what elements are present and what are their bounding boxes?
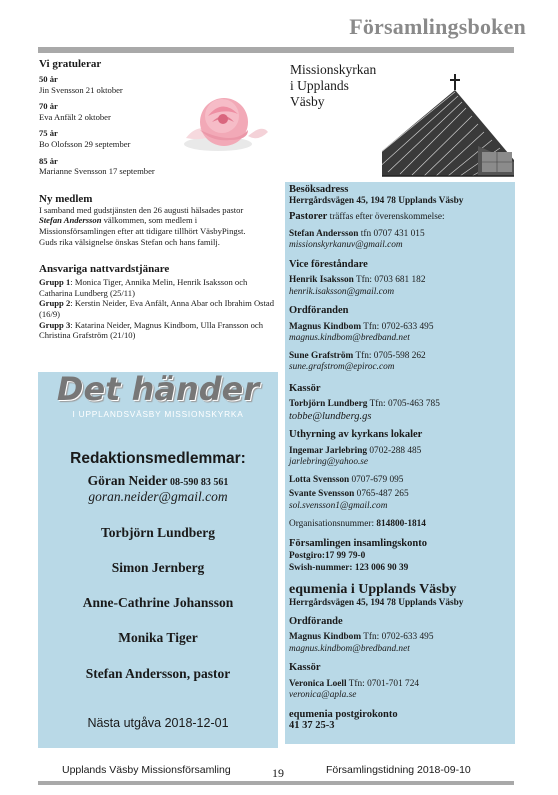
chair-email: sune.grafstrom@epiroc.com xyxy=(289,362,395,372)
church-name-line: Väsby xyxy=(290,94,325,109)
new-member-line: Missionsförsamlingen efter att tidigare tillhört VäsbyPingst. xyxy=(39,225,246,236)
church-name xyxy=(290,62,376,110)
visit-address: Herrgårdsvägen 45, 194 78 Upplands Väsby xyxy=(289,195,464,206)
chair-line xyxy=(289,319,514,334)
footer-right: Församlingstidning 2018-09-10 xyxy=(326,764,471,776)
orgnr-line xyxy=(289,516,514,531)
editor-lead-phone: 08-590 83 561 xyxy=(167,477,229,488)
eq-giro-heading: equmenia postgirokonto xyxy=(289,708,398,720)
page-number: 19 xyxy=(272,766,284,780)
contact-content xyxy=(289,184,514,732)
pastor-phone: tfn 0707 431 015 xyxy=(358,228,425,239)
new-member-line: välkommen, som medlem i xyxy=(101,215,198,226)
editor-member: Anne-Cathrine Johansson xyxy=(82,595,234,610)
vice-heading: Vice föreståndare xyxy=(289,258,368,270)
congrats-age: 85 år xyxy=(39,155,58,166)
new-member-heading: Ny medlem xyxy=(39,192,93,205)
church-illustration xyxy=(382,72,514,182)
treasurer-name: Torbjörn Lundberg xyxy=(289,399,368,409)
logo-subtitle: I UPPLANDSVÄSBY MISSIONSKYRKA xyxy=(72,409,244,419)
congrats-heading: Vi gratulerar xyxy=(39,58,102,70)
eq-treasurer-email: veronica@apla.se xyxy=(289,690,357,700)
orgnr-value: 814800-1814 xyxy=(376,519,426,529)
editor-member: Stefan Andersson, pastor xyxy=(85,666,231,681)
chair-email: magnus.kindbom@bredband.net xyxy=(289,333,410,343)
congrats-age: 75 år xyxy=(39,128,58,139)
rental-email: jarlebring@yahoo.se xyxy=(289,457,369,467)
rental-name: Svante Svensson xyxy=(289,489,355,499)
eq-treasurer-phone: Tfn: 0701-701 724 xyxy=(346,678,419,689)
chair-heading: Ordföranden xyxy=(289,305,349,316)
editor-lead-line xyxy=(38,472,278,490)
eq-chair-heading: Ordförande xyxy=(289,615,343,627)
vice-phone: Tfn: 0703 681 182 xyxy=(353,275,426,285)
congrats-age: 50 år xyxy=(39,74,58,84)
fund-heading: Församlingen insamlingskonto xyxy=(289,537,427,549)
rental-name: Lotta Svensson xyxy=(289,474,350,485)
eq-treasurer-heading: Kassör xyxy=(289,662,321,673)
editor-member: Simon Jernberg xyxy=(111,560,205,575)
top-divider xyxy=(38,47,514,53)
communion-group xyxy=(39,320,279,341)
pastors-heading: Pastorer xyxy=(289,211,328,222)
editorial-heading: Redaktionsmedlemmar: xyxy=(70,450,246,467)
group-text: : Katarina Neider, Magnus Kindbom, Ulla Fransson och Christina Grafström (21/10) xyxy=(39,319,264,341)
communion-heading: Ansvariga nattvardstjänare xyxy=(39,263,170,276)
eq-chair-email: magnus.kindbom@bredband.net xyxy=(289,643,410,654)
congrats-name: Bo Olofsson 29 september xyxy=(39,138,131,149)
congrats-name: Jin Svensson 21 oktober xyxy=(39,84,123,95)
eq-chair-line xyxy=(289,629,514,644)
editor-lead-name: Göran Neider xyxy=(87,473,168,488)
rental-phone: 0707-679 095 xyxy=(349,474,404,485)
new-member-name: Stefan Andersson xyxy=(39,215,102,226)
orgnr-label: Organisationsnummer: xyxy=(289,519,377,529)
eq-chair-phone: Tfn: 0702-633 495 xyxy=(361,632,434,642)
det-hander-logo: Det händer xyxy=(56,370,260,408)
editor-member: Monika Tiger xyxy=(118,630,198,645)
congrats-name: Marianne Svensson 17 september xyxy=(39,166,155,177)
pastors-text: träffas efter överenskommelse: xyxy=(327,212,445,222)
chair-phone: Tfn: 0705-598 262 xyxy=(353,350,426,361)
pastor-line xyxy=(289,226,514,241)
eq-chair-name: Magnus Kindbom xyxy=(289,632,362,642)
group-text: : Kerstin Neider, Eva Anfält, Anna Abar och Ibrahim Ostad (16/9) xyxy=(39,298,274,319)
editor-member: Torbjörn Lundberg xyxy=(101,525,215,540)
equmenia-address: Herrgårdsvägen 45, 194 78 Upplands Väsby xyxy=(289,598,464,608)
group-text: : Monica Tiger, Annika Melin, Henrik Isaksson och Catharina Lundberg (25/11) xyxy=(39,277,248,298)
rental-heading: Uthyrning av kyrkans lokaler xyxy=(289,429,423,440)
postgiro: Postgiro:17 99 79-0 xyxy=(289,551,366,561)
new-member-text xyxy=(39,205,279,247)
eq-giro-number: 41 37 25-3 xyxy=(289,720,335,731)
chair-phone: Tfn: 0702-633 495 xyxy=(361,321,434,332)
treasurer-email: tobbe@lundberg.gs xyxy=(289,410,372,422)
congrats-name: Eva Anfält 2 oktober xyxy=(39,111,111,122)
communion-group xyxy=(39,298,279,319)
pastors-line xyxy=(289,209,514,224)
group-label: Grupp 2 xyxy=(39,298,71,309)
swish-number: Swish-nummer: 123 006 90 39 xyxy=(289,562,409,573)
treasurer-heading: Kassör xyxy=(289,382,321,394)
new-member-line: Guds rika välsignelse önskas Stefan och hans familj. xyxy=(39,236,220,247)
pastor-email: missionskyrkanuv@gmail.com xyxy=(289,240,403,250)
treasurer-line xyxy=(289,396,514,411)
vice-name: Henrik Isaksson xyxy=(289,275,354,285)
group-label: Grupp 1 xyxy=(39,277,71,288)
communion-group xyxy=(39,277,279,298)
treasurer-phone: Tfn: 0705-463 785 xyxy=(367,399,440,409)
pastor-name: Stefan Andersson xyxy=(289,228,359,239)
new-member-line: I samband med gudstjänsten den 26 augusti hälsades pastor xyxy=(39,204,244,215)
congrats-age: 70 år xyxy=(39,101,58,112)
rental-line xyxy=(289,486,514,501)
equmenia-heading: equmenia i Upplands Väsby xyxy=(289,582,457,597)
rental-line xyxy=(289,472,514,487)
chair-name: Sune Grafström xyxy=(289,350,354,361)
next-issue: Nästa utgåva 2018-12-01 xyxy=(87,716,229,730)
vice-email: henrik.isaksson@gmail.com xyxy=(289,286,395,297)
footer-left: Upplands Väsby Missionsförsamling xyxy=(62,764,231,776)
eq-treasurer-line xyxy=(289,676,514,691)
vice-line xyxy=(289,272,514,287)
rental-phone: 0765-487 265 xyxy=(354,489,409,499)
page-title: Församlingsboken xyxy=(349,14,526,39)
group-label: Grupp 3 xyxy=(39,319,71,330)
church-name-line: Missionskyrkan xyxy=(290,62,377,77)
rental-name: Ingemar Jarlebring xyxy=(289,445,368,456)
bottom-divider xyxy=(38,781,514,785)
rose-image xyxy=(178,86,270,154)
editor-lead-email: goran.neider@gmail.com xyxy=(88,489,228,504)
church-name-line: i Upplands xyxy=(290,78,349,93)
rental-line xyxy=(289,443,514,458)
chair-name: Magnus Kindbom xyxy=(289,321,362,332)
eq-treasurer-name: Veronica Loell xyxy=(289,678,347,689)
rental-phone: 0702-288 485 xyxy=(367,445,422,456)
chair-line xyxy=(289,348,514,363)
visit-heading: Besöksadress xyxy=(289,184,349,195)
rental-email: sol.svensson1@gmail.com xyxy=(289,500,388,511)
